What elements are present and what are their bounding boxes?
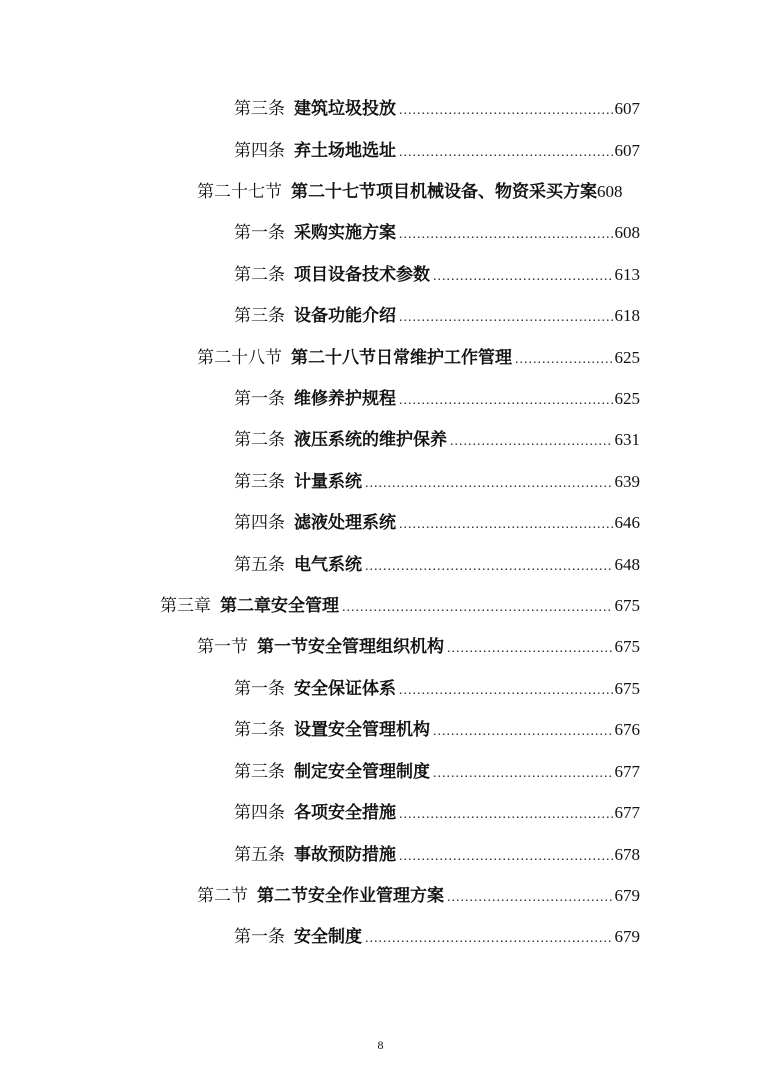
toc-entry-title: 第二节安全作业管理方案 — [257, 886, 444, 906]
toc-entry[interactable] — [234, 842, 640, 868]
dot-leader — [399, 512, 613, 538]
toc-entry-number: 第三条 — [234, 306, 285, 326]
toc-entry-title: 第二十八节日常维护工作管理 — [291, 348, 512, 368]
toc-entry-page: 676 — [614, 720, 640, 739]
toc-entry[interactable] — [234, 96, 640, 122]
page-number: 8 — [377, 1038, 384, 1052]
toc-entry-title: 事故预防措施 — [294, 845, 396, 865]
dot-leader — [399, 222, 613, 248]
toc-entry-number: 第四条 — [234, 141, 285, 161]
toc-entry-number: 第一条 — [234, 679, 285, 699]
toc-entry-number: 第三条 — [234, 472, 285, 492]
toc-entry[interactable] — [160, 593, 640, 619]
toc-entry-number: 第一条 — [234, 223, 285, 243]
toc-entry[interactable] — [234, 800, 640, 826]
toc-entry-number: 第三条 — [234, 762, 285, 782]
toc-entry-page: 679 — [614, 927, 640, 946]
toc-entry[interactable] — [234, 759, 640, 785]
toc-entry-number: 第一条 — [234, 389, 285, 409]
toc-entry-title: 制定安全管理制度 — [294, 762, 430, 782]
toc-entry-number: 第三章 — [160, 596, 211, 616]
toc-entry-title: 第二章安全管理 — [220, 596, 339, 616]
toc-entry[interactable] — [234, 427, 640, 453]
toc-entry-title: 液压系统的维护保养 — [294, 430, 447, 450]
toc-entry-title: 采购实施方案 — [294, 223, 396, 243]
dot-leader — [365, 554, 613, 580]
toc-entry-title: 各项安全措施 — [294, 803, 396, 823]
toc-entry-page: 607 — [614, 99, 640, 118]
dot-leader — [399, 140, 613, 166]
dot-leader — [399, 305, 613, 331]
toc-entry-page: 675 — [614, 637, 640, 656]
toc-entry-page: 608 — [597, 182, 623, 201]
dot-leader — [433, 761, 613, 787]
dot-leader — [365, 471, 613, 497]
toc-entry-number: 第二十八节 — [197, 348, 282, 368]
toc-entry[interactable] — [234, 676, 640, 702]
toc-entry[interactable] — [234, 924, 640, 950]
toc-entry-title: 安全保证体系 — [294, 679, 396, 699]
toc-entry-number: 第四条 — [234, 513, 285, 533]
toc-entry-number: 第一条 — [234, 927, 285, 947]
toc-entry-page: 678 — [614, 845, 640, 864]
toc-entry-number: 第二条 — [234, 430, 285, 450]
toc-entry-number: 第四条 — [234, 803, 285, 823]
toc-entry-page: 639 — [614, 472, 640, 491]
toc-entry-page: 677 — [614, 762, 640, 781]
toc-entry[interactable] — [234, 552, 640, 578]
toc-entry-number: 第二条 — [234, 265, 285, 285]
toc-entry-number: 第二条 — [234, 720, 285, 740]
dot-leader — [450, 429, 613, 455]
dot-leader — [342, 595, 613, 621]
dot-leader — [447, 636, 613, 662]
toc-entry-page: 675 — [614, 596, 640, 615]
toc-entry-title: 安全制度 — [294, 927, 362, 947]
toc-entry-number: 第五条 — [234, 555, 285, 575]
toc-entry-page: 679 — [614, 886, 640, 905]
toc-entry-title: 项目设备技术参数 — [294, 265, 430, 285]
toc-entry-page: 625 — [614, 348, 640, 367]
dot-leader — [447, 885, 613, 911]
toc-entry[interactable] — [197, 883, 640, 909]
toc-entry[interactable] — [234, 220, 640, 246]
toc-entry-title: 电气系统 — [294, 555, 362, 575]
dot-leader — [365, 926, 613, 952]
toc-entry-page: 625 — [614, 389, 640, 408]
toc-entry[interactable] — [234, 262, 640, 288]
toc-entry-number: 第二十七节 — [197, 182, 282, 202]
toc-entry-title: 建筑垃圾投放 — [294, 99, 396, 119]
dot-leader — [433, 264, 613, 290]
toc-entry-page: 677 — [614, 803, 640, 822]
toc-entry-page: 618 — [614, 306, 640, 325]
dot-leader — [399, 802, 613, 828]
toc-entry-page: 675 — [614, 679, 640, 698]
toc-entry[interactable] — [234, 717, 640, 743]
toc-entry-title: 第一节安全管理组织机构 — [257, 637, 444, 657]
toc-entry[interactable] — [197, 634, 640, 660]
toc-entry-page: 607 — [614, 141, 640, 160]
toc-entry-page: 631 — [614, 430, 640, 449]
toc-entry-number: 第三条 — [234, 99, 285, 119]
toc-entry-number: 第一节 — [197, 637, 248, 657]
toc-entry-page: 613 — [614, 265, 640, 284]
toc-entry[interactable] — [197, 345, 640, 371]
toc-entry-number: 第二节 — [197, 886, 248, 906]
dot-leader — [433, 719, 613, 745]
toc-entry-title: 维修养护规程 — [294, 389, 396, 409]
toc-entry-page: 646 — [614, 513, 640, 532]
toc-entry-number: 第五条 — [234, 845, 285, 865]
toc-entry-page: 648 — [614, 555, 640, 574]
toc-entry[interactable] — [197, 179, 662, 205]
toc-entry[interactable] — [234, 138, 640, 164]
dot-leader — [399, 98, 613, 124]
toc-entry-title: 弃土场地选址 — [294, 141, 396, 161]
dot-leader — [515, 347, 613, 373]
toc-entry-page: 608 — [614, 223, 640, 242]
toc-entry-title: 设置安全管理机构 — [294, 720, 430, 740]
toc-entry-title: 计量系统 — [294, 472, 362, 492]
toc-entry-title: 第二十七节项目机械设备、物资采买方案 — [291, 182, 597, 202]
dot-leader — [399, 388, 613, 414]
toc-entry[interactable] — [234, 469, 640, 495]
dot-leader — [399, 678, 613, 704]
toc-entry[interactable] — [234, 510, 640, 536]
toc-entry[interactable] — [234, 386, 640, 412]
toc-entry-title: 设备功能介绍 — [294, 306, 396, 326]
toc-entry-title: 滤液处理系统 — [294, 513, 396, 533]
toc-entry[interactable] — [234, 303, 640, 329]
dot-leader — [399, 844, 613, 870]
